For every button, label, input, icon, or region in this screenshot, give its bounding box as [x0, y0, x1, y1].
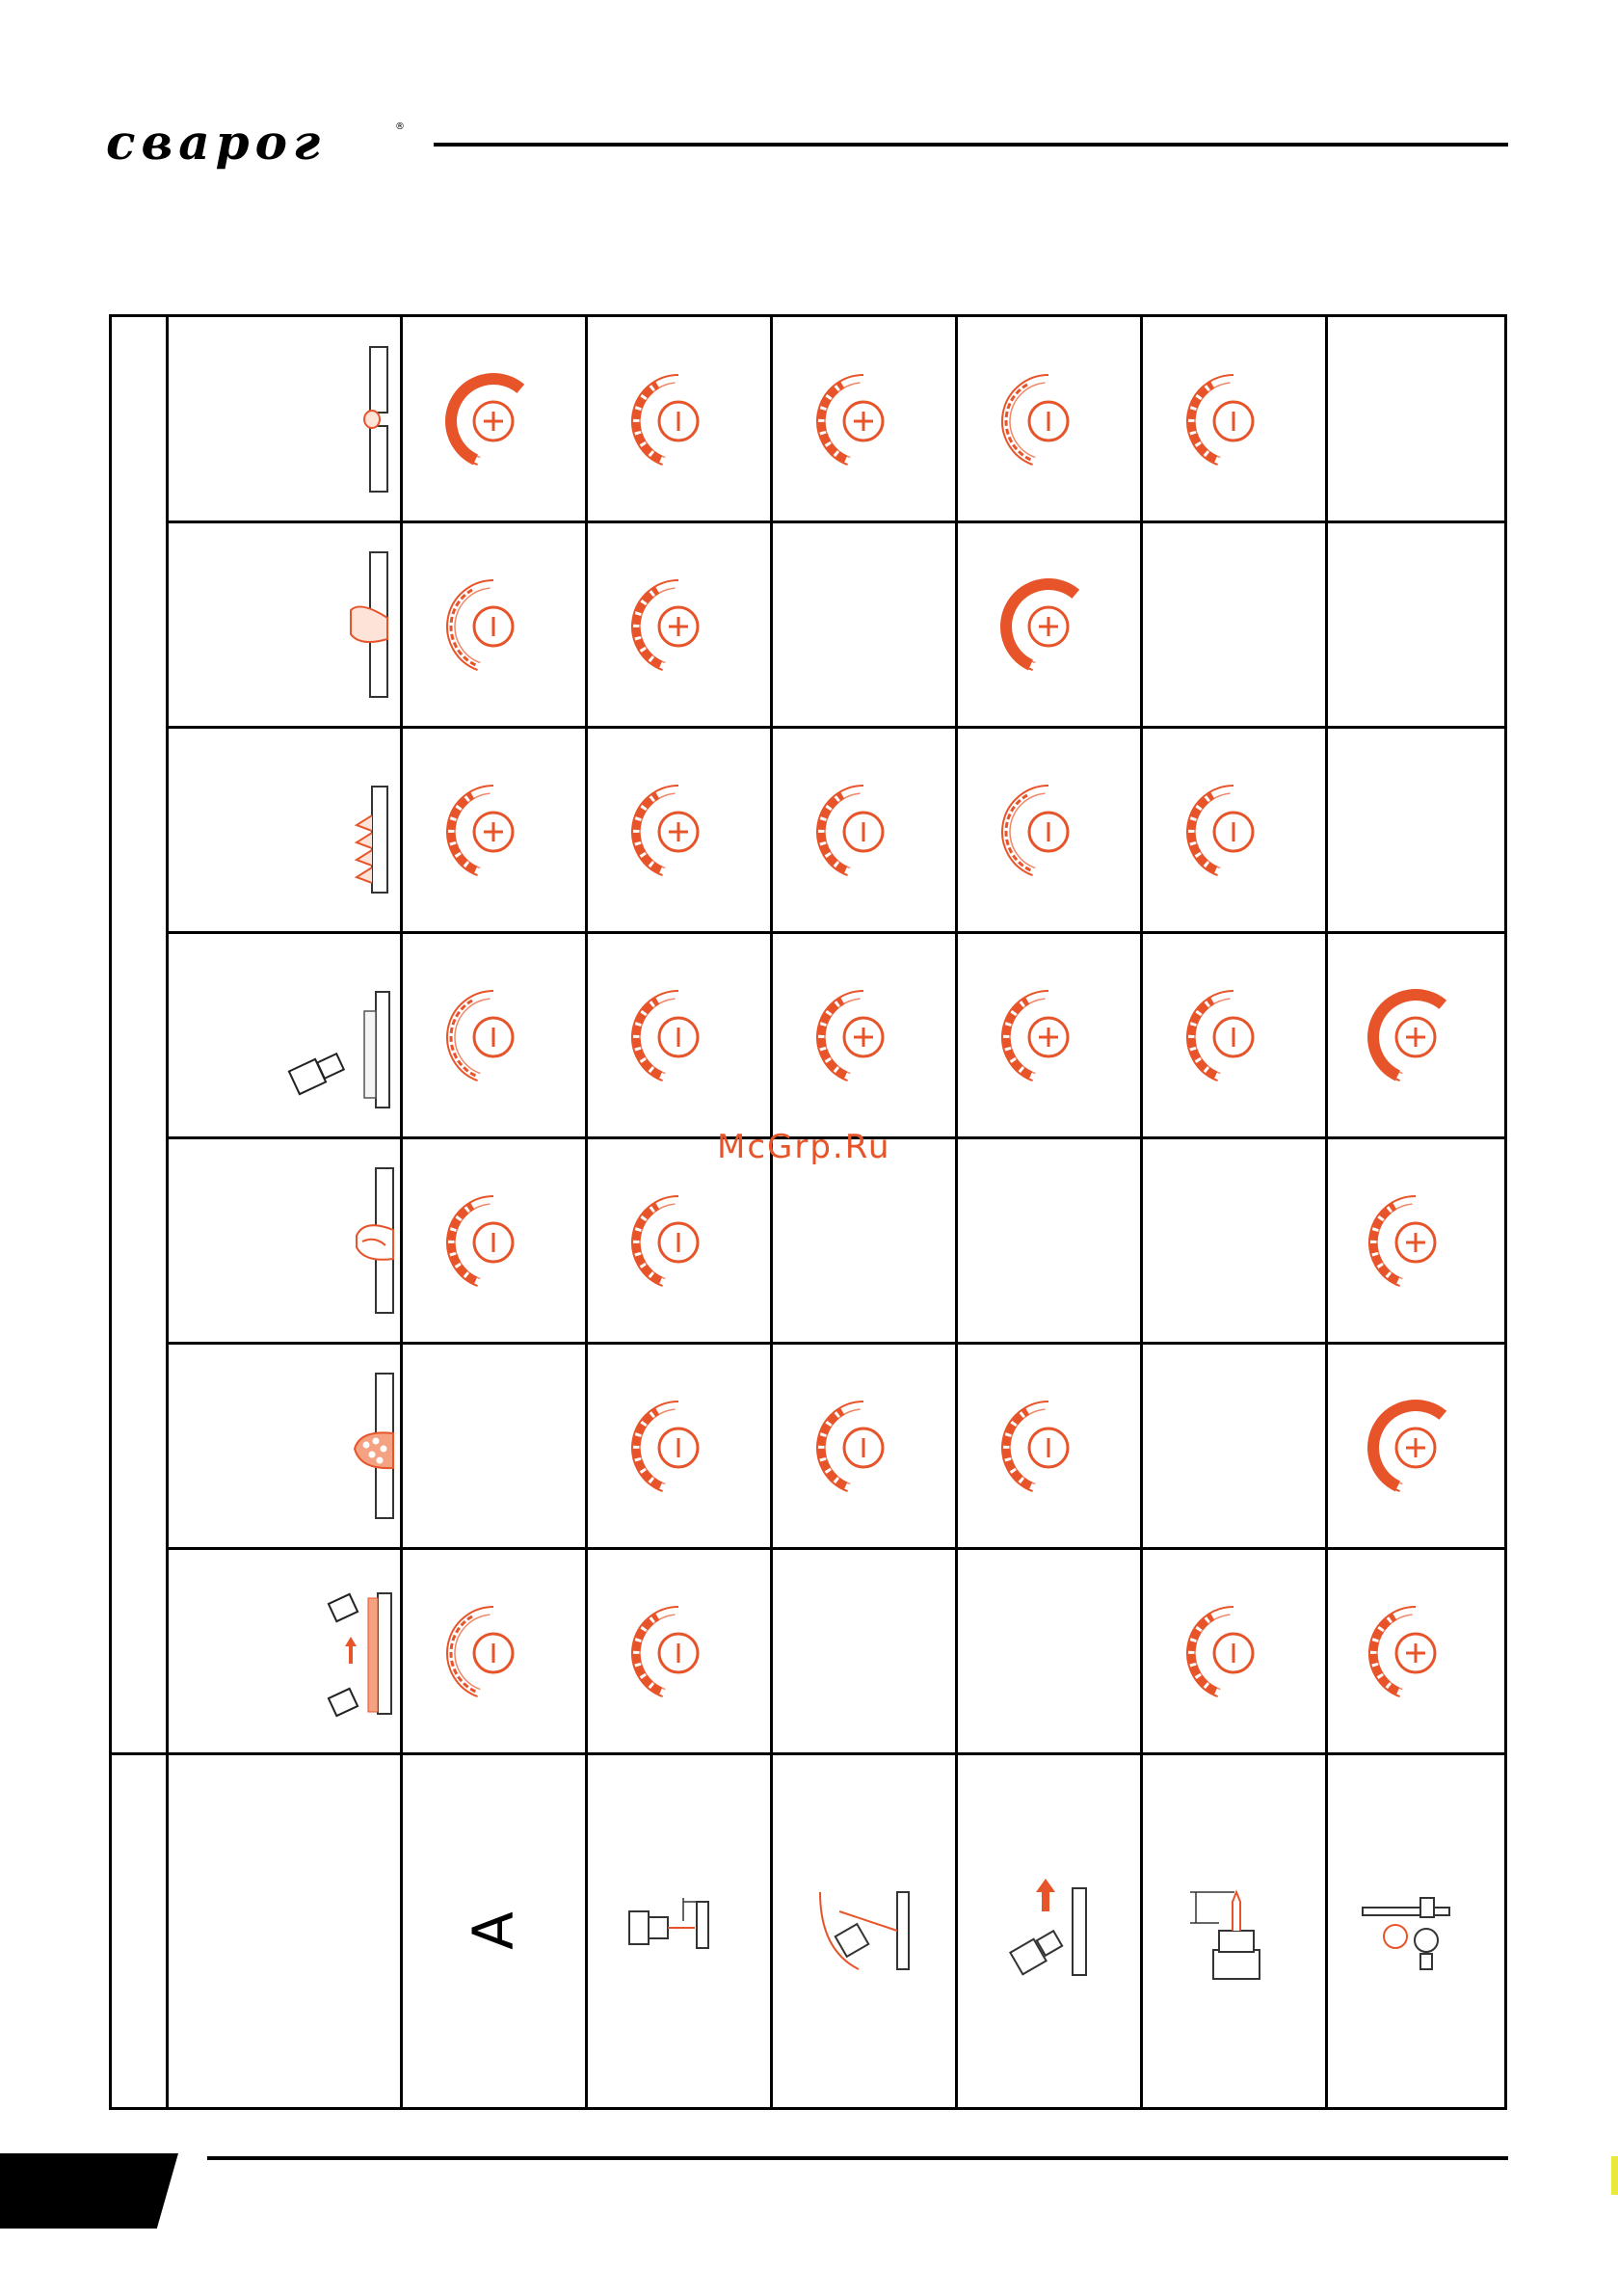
- decrease-dial-icon: [440, 1183, 546, 1298]
- recommendation-cell: [773, 1139, 954, 1341]
- decrease-dial-icon: [625, 1388, 731, 1504]
- recommendation-cell: [1328, 934, 1502, 1135]
- travel-direction-icon-drawing: [986, 1873, 1111, 1989]
- decrease-dial-icon: [1180, 772, 1286, 888]
- logo-registered-mark: ®: [395, 121, 405, 132]
- decrease-dial-icon: [810, 772, 916, 888]
- increase-dial-icon: [810, 361, 916, 477]
- recommendation-cell: [773, 934, 954, 1135]
- recommendation-cell: [958, 523, 1139, 725]
- row-pictogram-cell: [169, 1550, 399, 1751]
- vertical-up-icon: [264, 1569, 399, 1733]
- recommendation-cell: [1143, 1139, 1324, 1341]
- footer-rule: [207, 2156, 1508, 2160]
- row-pictogram-cell: [169, 729, 399, 930]
- recommendation-cell: [773, 523, 954, 725]
- fillet-weld-icon: [264, 748, 399, 912]
- gas-regulator-icon-drawing: [1353, 1873, 1478, 1989]
- decrease-dial-icon: [995, 772, 1101, 888]
- recommendation-cell: [958, 1139, 1139, 1341]
- decrease-dial-icon: [625, 361, 731, 477]
- recommendation-cell: [1328, 1139, 1502, 1341]
- recommendation-cell: [403, 319, 584, 520]
- increase-dial-icon: [810, 977, 916, 1093]
- row-pictogram-cell: [169, 934, 399, 1135]
- increase-dial-icon: [440, 772, 546, 888]
- recommendation-cell: [958, 1550, 1139, 1751]
- recommendation-cell: [1143, 934, 1324, 1135]
- recommendation-cell: [588, 934, 769, 1135]
- recommendation-cell: [958, 1345, 1139, 1546]
- increase-dial-icon: [440, 361, 546, 477]
- recommendation-cell: [588, 523, 769, 725]
- bead-shape-icon: [264, 1159, 399, 1322]
- parameter-cell: [958, 1755, 1139, 2105]
- recommendation-cell: [1143, 729, 1324, 930]
- row-pictogram-cell: [169, 1345, 399, 1546]
- decrease-dial-icon: [995, 361, 1101, 477]
- decrease-dial-icon: [440, 977, 546, 1093]
- nozzle-height-icon-drawing: [1171, 1873, 1296, 1989]
- decrease-dial-icon: [1180, 977, 1286, 1093]
- recommendation-cell: [958, 729, 1139, 930]
- recommendation-cell: [958, 319, 1139, 520]
- recommendation-cell: [1143, 1550, 1324, 1751]
- recommendation-cell: [588, 1345, 769, 1546]
- recommendation-cell: [1328, 1345, 1502, 1546]
- logo-text: сварог: [106, 114, 327, 171]
- recommendation-cell: [588, 1550, 769, 1751]
- recommendation-cell: [1328, 1550, 1502, 1751]
- increase-dial-icon: [1363, 1388, 1469, 1504]
- recommendation-cell: [1143, 1345, 1324, 1546]
- recommendation-cell: [403, 729, 584, 930]
- recommendation-cell: [588, 1139, 769, 1341]
- gas-regulator-icon: [1353, 1873, 1478, 1989]
- increase-dial-icon: [1363, 977, 1469, 1093]
- decrease-dial-icon: [1180, 1593, 1286, 1709]
- recommendation-cell: [773, 1550, 954, 1751]
- recommendation-cell: [1143, 319, 1324, 520]
- recommendation-cell: [403, 1345, 584, 1546]
- row-pictogram-cell: [169, 319, 399, 520]
- parameter-cell: [403, 1755, 584, 2105]
- decrease-dial-icon: [625, 1593, 731, 1709]
- watermark: McGrp.Ru: [717, 1128, 891, 1166]
- travel-direction-icon: [986, 1873, 1111, 1989]
- header-rule: [434, 143, 1508, 147]
- stickout-icon: [616, 1873, 741, 1989]
- row-pictogram-cell: [169, 523, 399, 725]
- increase-dial-icon: [625, 567, 731, 682]
- parameter-cell: [1328, 1755, 1502, 2105]
- current-unit-label: A: [461, 1910, 526, 1950]
- recommendation-cell: [588, 319, 769, 520]
- recommendation-cell: [403, 934, 584, 1135]
- weld-parameter-table: [109, 314, 1507, 2110]
- parameter-cell: [588, 1755, 769, 2105]
- recommendation-cell: [403, 1139, 584, 1341]
- nozzle-height-icon: [1171, 1873, 1296, 1989]
- decrease-dial-icon: [440, 567, 546, 682]
- edge-tab: [1611, 2156, 1618, 2195]
- torch-weld-icon: [264, 953, 399, 1117]
- recommendation-cell: [403, 523, 584, 725]
- porosity-icon: [264, 1364, 399, 1528]
- torch-angle-icon-drawing: [801, 1873, 926, 1989]
- increase-dial-icon: [1363, 1183, 1469, 1298]
- decrease-dial-icon: [625, 1183, 731, 1298]
- recommendation-cell: [773, 1345, 954, 1546]
- increase-dial-icon: [995, 977, 1101, 1093]
- recommendation-cell: [1328, 319, 1502, 520]
- recommendation-cell: [773, 319, 954, 520]
- brand-logo: [106, 114, 414, 172]
- decrease-dial-icon: [810, 1388, 916, 1504]
- recommendation-cell: [588, 729, 769, 930]
- increase-dial-icon: [995, 567, 1101, 682]
- increase-dial-icon: [625, 772, 731, 888]
- stickout-icon-drawing: [616, 1873, 741, 1989]
- recommendation-cell: [1143, 523, 1324, 725]
- torch-angle-icon: [801, 1873, 926, 1989]
- decrease-dial-icon: [440, 1593, 546, 1709]
- decrease-dial-icon: [1180, 361, 1286, 477]
- footer-page-block: [0, 2153, 178, 2229]
- recommendation-cell: [1328, 729, 1502, 930]
- row-pictogram-cell: [169, 1139, 399, 1341]
- butt-joint-thick-icon: [264, 543, 399, 707]
- recommendation-cell: [958, 934, 1139, 1135]
- decrease-dial-icon: [995, 1388, 1101, 1504]
- parameter-cell: [1143, 1755, 1324, 2105]
- increase-dial-icon: [1363, 1593, 1469, 1709]
- recommendation-cell: [773, 729, 954, 930]
- recommendation-cell: [1328, 523, 1502, 725]
- parameter-cell: [773, 1755, 954, 2105]
- recommendation-cell: [403, 1550, 584, 1751]
- decrease-dial-icon: [625, 977, 731, 1093]
- current-icon: [461, 1898, 526, 1963]
- butt-joint-thin-icon: [264, 337, 399, 501]
